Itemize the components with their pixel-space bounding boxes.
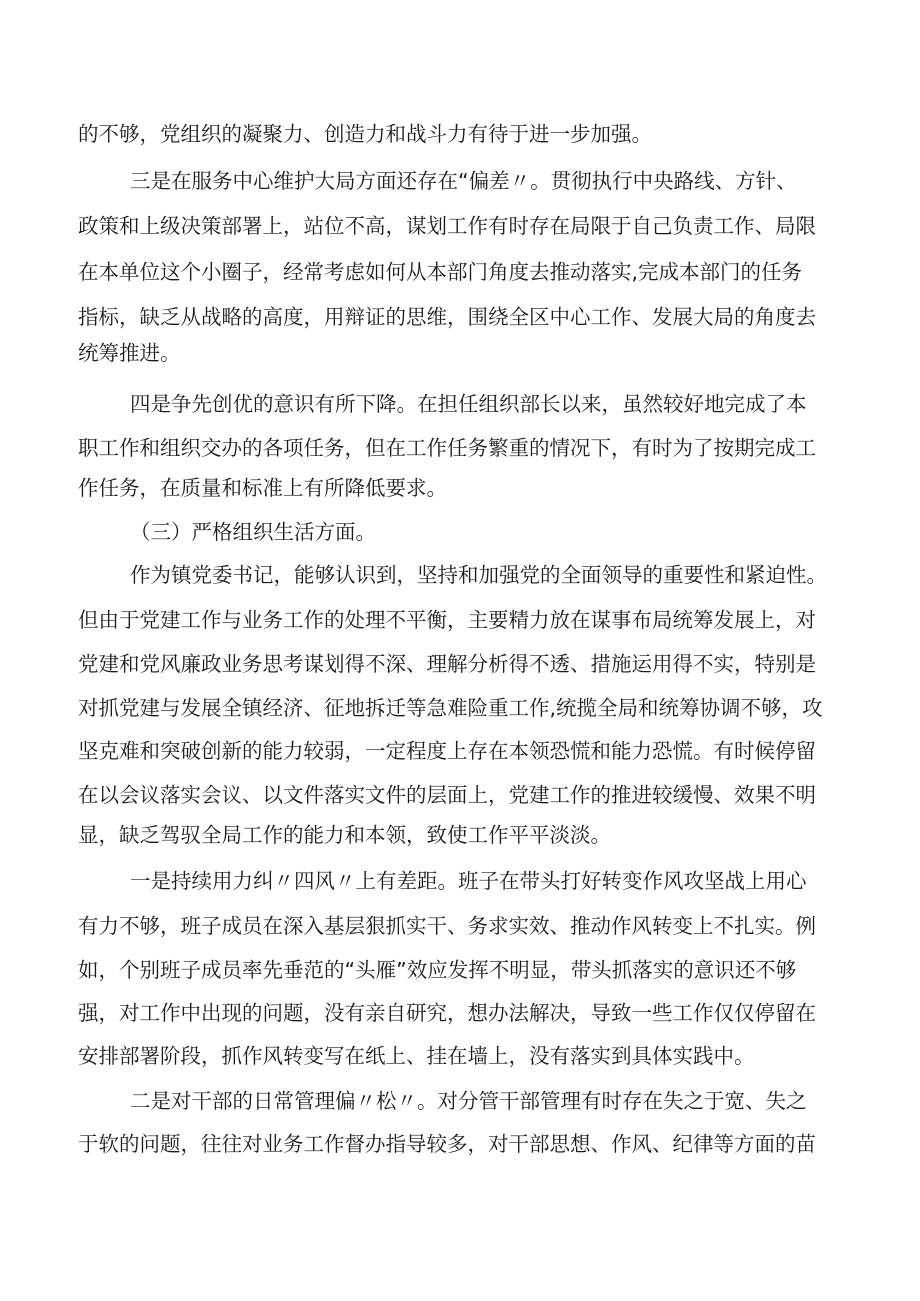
text-line: 政策和上级决策部署上，站位不高，谋划工作有时存在局限于自己负责工作、局限 bbox=[78, 214, 816, 238]
text-line: 的不够，党组织的凝聚力、创造力和战斗力有待于进一步加强。 bbox=[78, 122, 652, 146]
text-line: 二是对干部的日常管理偏〃松〃。对分管干部管理有时存在失之于宽、失之 bbox=[130, 1089, 807, 1113]
text-line: 作为镇党委书记，能够认识到，坚持和加强党的全面领导的重要性和紧迫性。 bbox=[130, 563, 827, 587]
text-line: 对抓党建与发展全镇经济、征地拆迁等急难险重工作,统揽全局和统筹协调不够，攻 bbox=[78, 696, 823, 720]
text-line: 党建和党风廉政业务思考谋划得不深、理解分析得不透、措施运用得不实，特别是 bbox=[78, 652, 816, 676]
text-line: 四是争先创优的意识有所下降。在担任组织部长以来，虽然较好地完成了本 bbox=[130, 392, 807, 416]
text-line: 显，缺乏驾驭全局工作的能力和本领，致使工作平平淡淡。 bbox=[78, 823, 611, 847]
text-line: 如，个别班子成员率先垂范的“头雁”效应发挥不明显，带头抓落实的意识还不够 bbox=[78, 958, 797, 982]
text-line: 在以会议落实会议、以文件落实文件的层面上，党建工作的推进较缓慢、效果不明 bbox=[78, 783, 816, 807]
text-line: 指标，缺乏从战略的高度，用辩证的思维，围绕全区中心工作、发展大局的角度去 bbox=[78, 305, 816, 329]
text-line: 坚克难和突破创新的能力较弱，一定程度上存在本领恐慌和能力恐慌。有时候停留 bbox=[78, 739, 816, 763]
text-line: 职工作和组织交办的各项任务，但在工作任务繁重的情况下，有时为了按期完成工 bbox=[78, 436, 816, 460]
text-line: 有力不够，班子成员在深入基层狠抓实干、务求实效、推动作风转变上不扎实。例 bbox=[78, 914, 816, 938]
text-line: 安排部署阶段，抓作风转变写在纸上、挂在墙上，没有落实到具体实践中。 bbox=[78, 1044, 755, 1068]
text-line: 统筹推进。 bbox=[78, 341, 181, 365]
text-line: 三是在服务中心维护大局方面还存在“偏差〃。贯彻执行中央路线、方针、 bbox=[130, 169, 797, 193]
text-line: 强，对工作中出现的问题，没有亲自研究，想办法解决，导致一些工作仅仅停留在 bbox=[78, 1001, 816, 1025]
text-line: 在本单位这个小圈子，经常考虑如何从本部门角度去推动落实,完成本部门的任务 bbox=[78, 260, 803, 284]
text-line: 一是持续用力纠〃四风〃上有差距。班子在带头打好转变作风攻坚战上用心 bbox=[130, 869, 807, 893]
text-line: 但由于党建工作与业务工作的处理不平衡，主要精力放在谋事布局统筹发展上，对 bbox=[78, 608, 816, 632]
text-line: 作任务，在质量和标准上有所降低要求。 bbox=[78, 476, 447, 500]
section-heading: （三）严格组织生活方面。 bbox=[130, 520, 376, 544]
text-line: 于软的问题，往往对业务工作督办指导较多，对干部思想、作风、纪律等方面的苗 bbox=[78, 1132, 816, 1156]
